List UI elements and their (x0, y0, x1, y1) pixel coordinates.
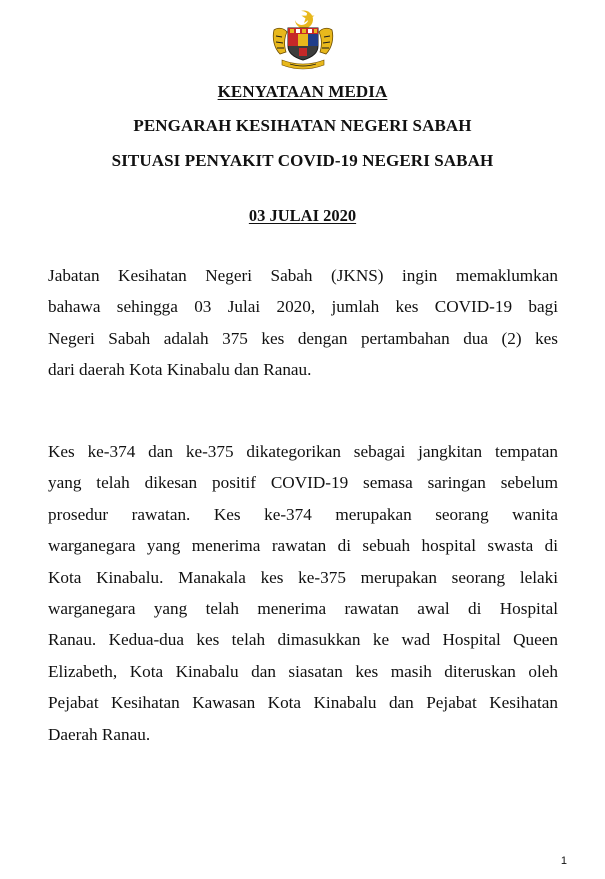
text-line: Kes ke-374 dan ke-375 dikategorikan sebagai jangkitan tempatan (48, 442, 558, 461)
text-line: Ranau. Kedua-dua kes telah dimasukkan ke wad Hospital Queen (48, 630, 558, 650)
coat-of-arms-icon (268, 8, 338, 72)
page-number: 1 (560, 855, 567, 867)
text-line: Daerah Ranau. (48, 724, 151, 744)
document-date: 03 JULAI 2020 (248, 206, 357, 225)
document-title: KENYATAAN MEDIA (217, 82, 388, 101)
text-line: dari daerah Kota Kinabalu dan Ranau. (48, 360, 312, 380)
text-line: prosedur rawatan. Kes ke-374 merupakan seorang wanita (48, 504, 558, 524)
subject-title: SITUASI PENYAKIT COVID-19 NEGERI SABAH (111, 151, 494, 170)
paragraph-1 (48, 260, 558, 386)
text-line: bahawa sehingga 03 Julai 2020, jumlah kes COVID-19 bagi (48, 297, 558, 317)
text-line: yang telah dikesan positif COVID-19 semasa saringan sebelum (48, 473, 558, 493)
text-line: Kota Kinabalu. Manakala kes ke-375 merupakan seorang lelaki (48, 567, 558, 587)
text-line: Pejabat Kesihatan Kawasan Kota Kinabalu dan Pejabat Kesihatan (48, 693, 558, 713)
text-line: Elizabeth, Kota Kinabalu dan siasatan kes masih diteruskan oleh (48, 661, 558, 681)
paragraph-2 (48, 436, 558, 750)
text-line: warganegara yang telah menerima rawatan awal di Hospital (48, 599, 558, 619)
text-line: warganegara yang menerima rawatan di sebuah hospital swasta di (48, 536, 558, 556)
text-line: Jabatan Kesihatan Negeri Sabah (JKNS) ingin memaklumkan (48, 266, 558, 285)
text-line: Negeri Sabah adalah 375 kes dengan pertambahan dua (2) kes (48, 328, 558, 348)
issuer-title: PENGARAH KESIHATAN NEGERI SABAH (133, 116, 472, 135)
